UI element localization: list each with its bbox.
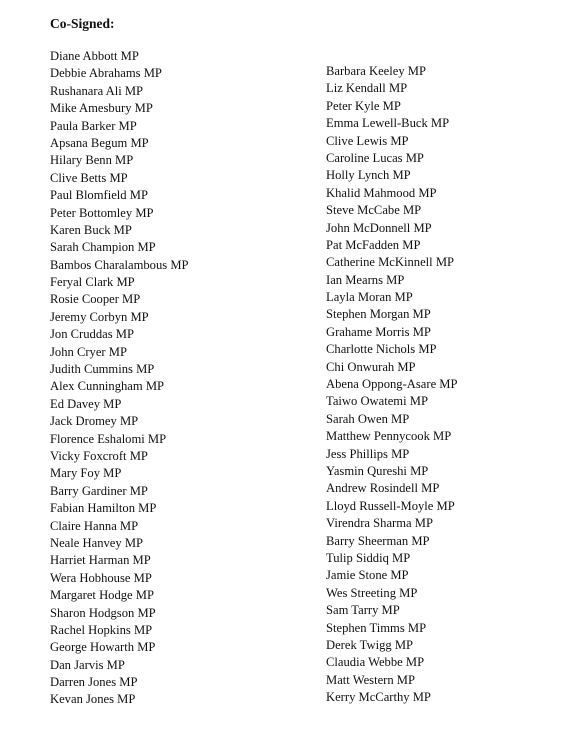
signatory-name: Catherine McKinnell MP <box>326 255 455 270</box>
signatory-name: Paul Blomfield MP <box>50 188 148 203</box>
signatory-name: Sharon Hodgson MP <box>50 605 156 620</box>
signatory-name: Jess Phillips MP <box>326 446 410 461</box>
signatory-name: John McDonnell MP <box>326 220 432 235</box>
signatory-name: Alex Cunningham MP <box>50 379 165 394</box>
signatory-name: Karen Buck MP <box>50 222 132 237</box>
signatory-name: Mary Foy MP <box>50 466 122 481</box>
signatory-list-left <box>50 48 189 709</box>
signatory-name: Caroline Lucas MP <box>326 150 424 165</box>
signatory-name: Stephen Morgan MP <box>326 307 431 322</box>
signatory-name: Yasmin Qureshi MP <box>326 463 429 478</box>
signatory-name: Ed Davey MP <box>50 396 122 411</box>
signatory-name: Virendra Sharma MP <box>326 516 433 531</box>
signatory-name: Vicky Foxcroft MP <box>50 448 148 463</box>
signatory-name: Kevan Jones MP <box>50 692 136 707</box>
signatory-name: Stephen Timms MP <box>326 620 427 635</box>
signatory-name: Diane Abbott MP <box>50 49 139 63</box>
signatory-name: Liz Kendall MP <box>326 81 408 96</box>
signatory-name: Claire Hanna MP <box>50 518 139 533</box>
signatory-name: Charlotte Nichols MP <box>326 342 437 357</box>
signatory-name: Steve McCabe MP <box>326 203 422 218</box>
signatory-name: Fabian Hamilton MP <box>50 501 157 516</box>
signatory-name: Sam Tarry MP <box>326 603 400 618</box>
signatory-name: Chi Onwurah MP <box>326 359 416 374</box>
signatory-name: Clive Lewis MP <box>326 133 409 148</box>
signatory-name: Harriet Harman MP <box>50 553 151 568</box>
signatory-name: Jeremy Corbyn MP <box>50 309 149 324</box>
signatory-name: Wera Hobhouse MP <box>50 570 152 585</box>
signatory-name: Wes Streeting MP <box>326 585 418 600</box>
signatory-name: Ian Mearns MP <box>326 272 405 287</box>
signatory-name: Judith Cummins MP <box>50 362 155 377</box>
signatory-name: Jamie Stone MP <box>326 568 409 583</box>
signatory-name: Tulip Siddiq MP <box>326 550 411 565</box>
signatory-name: Peter Bottomley MP <box>50 205 154 220</box>
signatory-name: Taiwo Owatemi MP <box>326 394 428 409</box>
signatory-name: Darren Jones MP <box>50 675 138 690</box>
signatory-name: Dan Jarvis MP <box>50 657 125 672</box>
signatory-name: Sarah Champion MP <box>50 240 156 255</box>
signatory-name: Derek Twigg MP <box>326 637 414 652</box>
co-signed-heading: Co-Signed: <box>50 16 115 31</box>
signatory-name: George Howarth MP <box>50 640 156 655</box>
signatory-list-right <box>326 63 458 706</box>
signatory-name: Andrew Rosindell MP <box>326 481 440 496</box>
signatory-name: Debbie Abrahams MP <box>50 66 162 81</box>
signatory-name: Margaret Hodge MP <box>50 588 154 603</box>
signatory-name: Grahame Morris MP <box>326 324 431 339</box>
signatory-name: Abena Oppong-Asare MP <box>326 377 458 392</box>
signatory-name: Jon Cruddas MP <box>50 327 134 342</box>
signatory-name: Layla Moran MP <box>326 290 413 305</box>
signatory-name: Matt Western MP <box>326 672 416 687</box>
signatory-name: Bambos Charalambous MP <box>50 257 189 272</box>
signatory-name: Pat McFadden MP <box>326 237 421 252</box>
signatory-name: Neale Hanvey MP <box>50 535 144 550</box>
signatory-name: Rosie Cooper MP <box>50 292 141 307</box>
signatory-name: Barbara Keeley MP <box>326 64 427 78</box>
signatory-name: Jack Dromey MP <box>50 414 139 429</box>
signatory-name: Matthew Pennycook MP <box>326 429 452 444</box>
signatory-name: Barry Gardiner MP <box>50 483 148 498</box>
signatory-name: Paula Barker MP <box>50 118 137 133</box>
signatory-name: Khalid Mahmood MP <box>326 185 437 200</box>
signatory-name: Clive Betts MP <box>50 170 128 185</box>
signatory-name: Barry Sheerman MP <box>326 533 430 548</box>
signatory-name: Emma Lewell-Buck MP <box>326 116 450 131</box>
signatory-name: Lloyd Russell-Moyle MP <box>326 498 455 513</box>
signatory-name: Kerry McCarthy MP <box>326 690 431 705</box>
signatory-name: John Cryer MP <box>50 344 127 359</box>
signatory-name: Sarah Owen MP <box>326 411 410 426</box>
signatory-name: Rushanara Ali MP <box>50 83 144 98</box>
signatory-name: Holly Lynch MP <box>326 168 411 183</box>
signatory-name: Florence Eshalomi MP <box>50 431 167 446</box>
signatory-name: Rachel Hopkins MP <box>50 622 153 637</box>
signatory-name: Apsana Begum MP <box>50 135 149 150</box>
signatory-name: Feryal Clark MP <box>50 275 135 290</box>
signatory-name: Peter Kyle MP <box>326 98 401 113</box>
signatory-name: Claudia Webbe MP <box>326 655 425 670</box>
signatory-name: Hilary Benn MP <box>50 153 134 168</box>
signatory-name: Mike Amesbury MP <box>50 101 153 116</box>
